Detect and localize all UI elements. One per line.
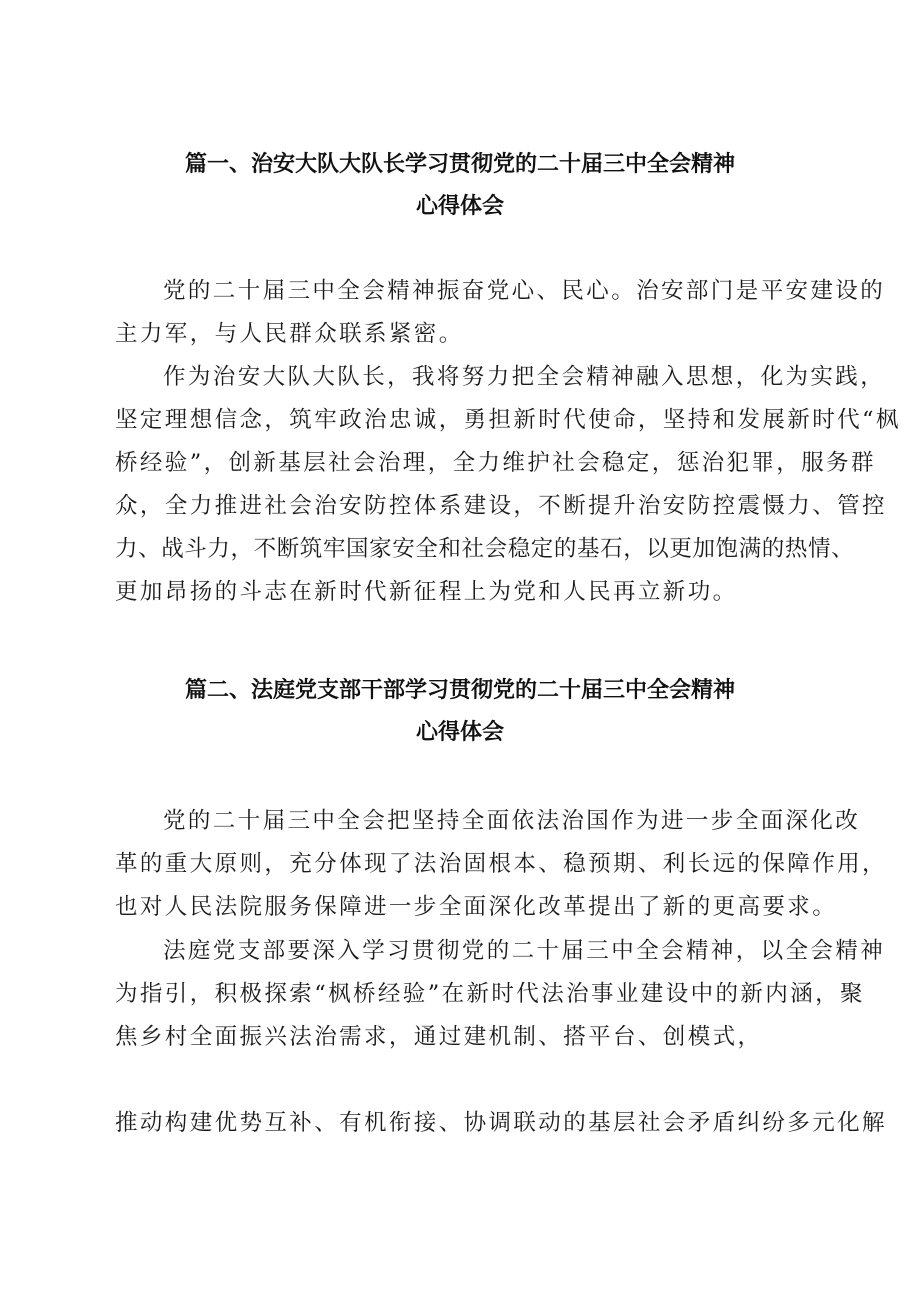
text-line: 桥经验”，创新基层社会治理，全力维护社会稳定，惩治犯罪，服务群	[115, 450, 876, 476]
text-line: 也对人民法院服务保障进一步全面深化改革提出了新的更高要求。	[115, 894, 838, 920]
section-2-paragraph-1	[115, 800, 887, 929]
section-2-paragraph-3	[115, 1102, 887, 1145]
section-2-title-line-1: 篇二、法庭党支部干部学习贯彻党的二十届三中全会精神	[184, 678, 735, 703]
text-line: 主力军，与人民群众联系紧密。	[115, 321, 464, 347]
section-2-title-line-2: 心得体会	[415, 720, 504, 745]
section-2-paragraph-2	[115, 930, 886, 1059]
text-line: 力、战斗力，不断筑牢国家安全和社会稳定的基石，以更加饱满的热情、	[115, 536, 855, 562]
text-line: 众，全力推进社会治安防控体系建设，不断提升治安防控震慑力、管控	[115, 493, 887, 519]
section-1-paragraph-1	[115, 270, 886, 356]
section-1-title-line-2: 心得体会	[415, 194, 504, 219]
text-line: 为指引，积极探索“枫桥经验”在新时代法治事业建设中的新内涵，聚	[115, 981, 865, 1007]
text-line: 推动构建优势互补、有机衔接、协调联动的基层社会矛盾纠纷多元化解	[115, 1110, 887, 1136]
text-line: 法庭党支部要深入学习贯彻党的二十届三中全会精神，以全会精神	[163, 938, 886, 964]
section-1-title-line-1: 篇一、治安大队大队长学习贯彻党的二十届三中全会精神	[184, 152, 735, 177]
text-line: 坚定理想信念，筑牢政治忠诚，勇担新时代使命，坚持和发展新时代“枫	[115, 407, 901, 433]
text-line: 作为治安大队大队长，我将努力把全会精神融入思想，化为实践，	[163, 364, 886, 390]
section-2-title	[0, 670, 920, 754]
section-1-title	[0, 144, 920, 228]
text-line: 党的二十届三中全会精神振奋党心、民心。治安部门是平安建设的	[163, 278, 886, 304]
text-line: 更加昂扬的斗志在新时代新征程上为党和人民再立新功。	[115, 579, 738, 605]
section-1-paragraph-2	[115, 356, 901, 614]
text-line: 革的重大原则，充分体现了法治固根本、稳预期、利长远的保障作用，	[115, 851, 887, 877]
text-line: 焦乡村全面振兴法治需求，通过建机制、搭平台、创模式，	[115, 1024, 763, 1050]
text-line: 党的二十届三中全会把坚持全面依法治国作为进一步全面深化改	[163, 808, 861, 834]
